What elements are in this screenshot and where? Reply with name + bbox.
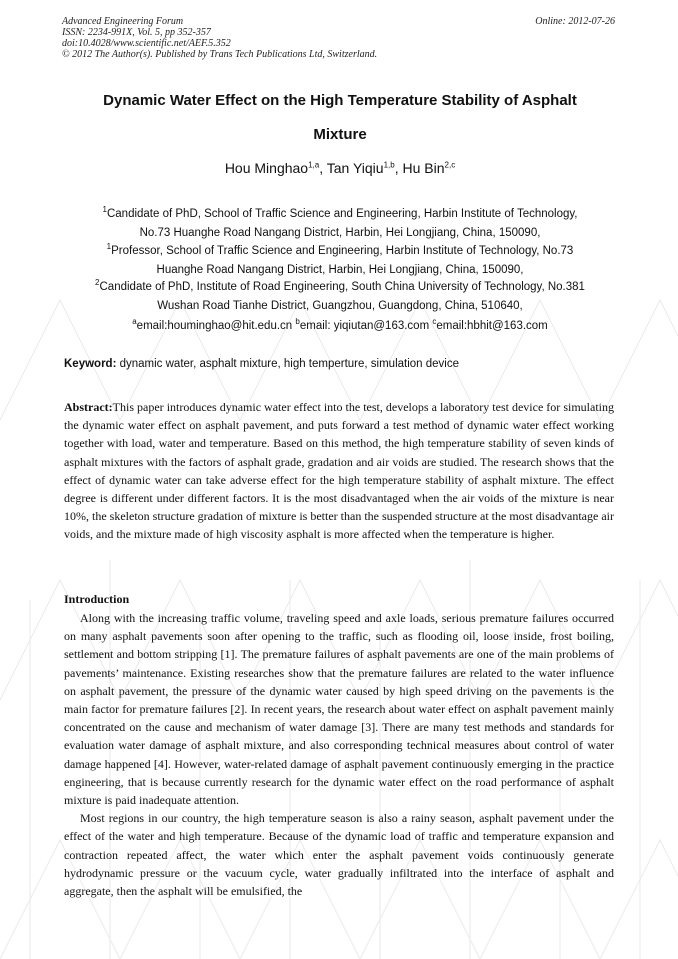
- keyword-text: dynamic water, asphalt mixture, high temperture, simulation device: [116, 358, 460, 370]
- online-date: Online: 2012-07-26: [535, 16, 615, 27]
- affiliation-sup: 1: [102, 205, 107, 215]
- affiliation-line: Huanghe Road Nangang District, Harbin, Hei Longjiang, China, 150090,: [156, 264, 524, 276]
- email-sup: c: [432, 317, 437, 327]
- email-list: [60, 317, 620, 332]
- author-sup: 2,c: [444, 160, 456, 170]
- affiliation-line: Candidate of PhD, School of Traffic Science and Engineering, Harbin Institute of Technology,: [106, 208, 578, 220]
- introduction-body: [64, 609, 614, 900]
- paper-title-line-1: Dynamic Water Effect on the High Temperature Stability of Asphalt: [103, 92, 577, 109]
- keyword-line: [64, 358, 624, 370]
- paper-title-line-2: Mixture: [313, 126, 367, 143]
- paragraph: Most regions in our country, the high temperature season is also a rainy season, asphalt pavement under the effect of the water and high temperature. Because of the dynamic load of traffic and temperature expansion and contraction repeated affect, the water which enter the asphalt pavement voids continuously generate hydrodynamic pressure or the vacuum cycle, water gradually infiltrated into the interface of asphalt and aggregate, then the asphalt will be emulsified, the: [64, 811, 614, 899]
- keyword-label: Keyword:: [64, 358, 117, 370]
- affiliation-line: Wushan Road Tianhe District, Guangzhou, Guangdong, China, 510640,: [157, 300, 523, 312]
- affiliation-sup: 1: [106, 242, 112, 252]
- affiliation-1: [60, 205, 620, 243]
- doi-line: doi:10.4028/www.scientific.net/AEF.5.352: [62, 38, 231, 49]
- affiliation-line: Candidate of PhD, Institute of Road Engineering, South China University of Technology, No.381: [99, 281, 585, 293]
- issn-line: ISSN: 2234-991X, Vol. 5, pp 352-357: [62, 27, 211, 38]
- journal-name: Advanced Engineering Forum: [62, 16, 184, 27]
- abstract-text: This paper introduces dynamic water effect into the test, develops a laboratory test device for simulating the dynamic water effect on asphalt pavement, and puts forward a test method of dynamic water effect working together with load, water and temperature. Based on this method, the high temperature stability of seven kinds of asphalt mixtures with the factors of asphalt grade, gradation and air voids are studied. The research shows that the effect of dynamic water can take adverse effect for the high temperature stability of asphalt mixture. The effect degree is different under different factors. It is the most disadvantaged when the air voids of the mixture is near 10%, the skeleton structure gradation of mixture is better than the suspended structure at the most disadvantage air voids, and the mixture made of high viscosity asphalt is more affected when the temperature is higher.: [64, 400, 614, 542]
- email-text: email:hbhit@163.com: [436, 320, 548, 332]
- affiliation-2: [60, 242, 620, 280]
- paragraph: Along with the increasing traffic volume, traveling speed and axle loads, serious premature failures occurred on many asphalt pavements soon after opening to the traffic, such as flooding oil, loose inside, frost boiling, settlement and bottom stripping [1]. The premature failures of asphalt pavements are one of the main problems of pavements’ maintenance. Existing researches show that the premature failures are related to the water influence on asphalt pavement, the pressure of the dynamic water caused by high speed driving on the pavements is the main factor for premature failures [2]. In recent years, the research about water effect on asphalt pavement mainly concentrated on the cause and mechanism of water damage [3]. There are many test methods and standards for evaluation water damage of asphalt mixture, and also corresponding technical measures about control of water damage happened [4]. However, water-related damage of asphalt pavement continuously emerging in the practice engineering, that is because currently research for the dynamic water effect on the road performance of asphalt mixture is paid inadequate attention.: [64, 611, 614, 808]
- introduction-heading: Introduction: [64, 592, 130, 606]
- affiliation-line: No.73 Huanghe Road Nangang District, Harbin, Hei Longjiang, China, 150090,: [139, 227, 541, 239]
- abstract-paragraph: [64, 398, 614, 544]
- author-name: Hou Minghao: [224, 160, 309, 176]
- email-text: email:houminghao@hit.edu.cn: [136, 320, 293, 332]
- email-sup: b: [295, 317, 300, 327]
- author-name: Tan Yiqiu: [326, 160, 384, 176]
- author-list: Hou Minghao$^{1,a}$, Tan Yiqiu$^{1,b}$, Hu Bin$^{2,c}$: [224, 160, 456, 176]
- affiliation-3: [60, 278, 620, 316]
- email-text: email: yiqiutan@163.com: [299, 320, 430, 332]
- abstract-label: Abstract:: [64, 400, 113, 414]
- copyright-line: © 2012 The Author(s). Published by Trans Tech Publications Ltd, Switzerland.: [62, 49, 378, 60]
- affiliation-line: Professor, School of Traffic Science and Engineering, Harbin Institute of Technology, No.73: [111, 245, 574, 257]
- author-name: Hu Bin: [402, 160, 445, 176]
- author-sup: 1,a: [308, 160, 320, 170]
- affiliation-sup: 2: [95, 278, 100, 288]
- author-sup: 1,b: [383, 160, 395, 170]
- email-sup: a: [132, 317, 137, 327]
